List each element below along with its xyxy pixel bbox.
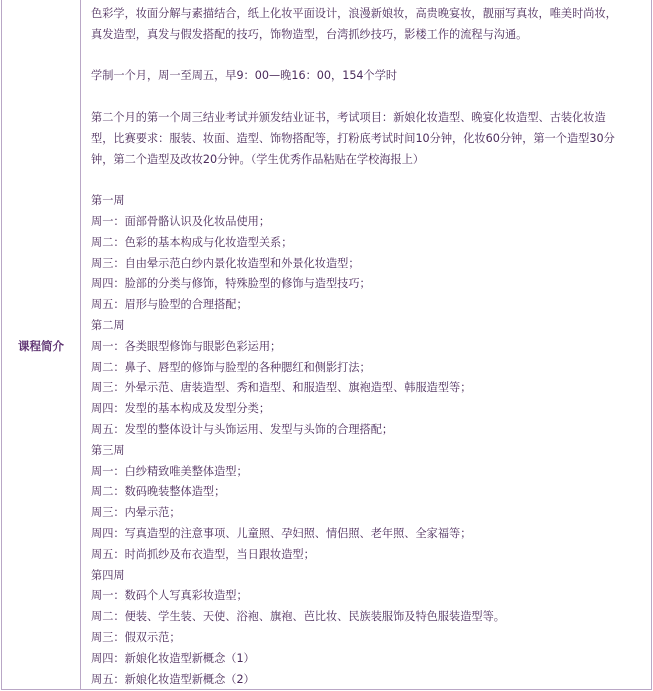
day-item: 周三：外晕示范、唐装造型、秀和造型、和服造型、旗袍造型、韩服造型等； bbox=[91, 381, 472, 395]
day-item: 周三：内晕示范； bbox=[91, 506, 181, 520]
exam-line-1: 第二个月的第一个周三结业考试并颁发结业证书，考试项目：新娘化妆造型、晚宴化妆造型、古装化妆造 bbox=[91, 110, 606, 124]
day-item: 周四：脸部的分类与修饰，特殊脸型的修饰与造型技巧； bbox=[91, 277, 371, 291]
week-title: 第三周 bbox=[91, 443, 125, 457]
day-item: 周二：色彩的基本构成与化妆造型关系； bbox=[91, 235, 293, 249]
week-title: 第四周 bbox=[91, 568, 125, 582]
day-item: 周五：时尚抓纱及布衣造型，当日跟妆造型； bbox=[91, 547, 315, 561]
week-title: 第一周 bbox=[91, 194, 125, 208]
intro-line-1: 色彩学，妆面分解与素描结合，纸上化妆平面设计，浪漫新娘妆，高贵晚宴妆，靓丽写真妆，唯美时尚妆， bbox=[91, 7, 617, 20]
day-item: 周二：便装、学生装、天使、浴袍、旗袍、芭比妆、民族装服饰及特色服装造型等。 bbox=[91, 610, 505, 624]
day-item: 周一：各类眼型修饰与眼影色彩运用； bbox=[91, 339, 282, 353]
day-item: 周五：眉形与脸型的合理搭配； bbox=[91, 298, 248, 312]
day-item: 周一：白纱精致唯美整体造型； bbox=[91, 464, 248, 478]
week-title: 第二周 bbox=[91, 318, 125, 332]
label-cell bbox=[2, 0, 81, 689]
day-item: 周三：假双示范； bbox=[91, 630, 181, 644]
intro-line-2: 真发造型，真发与假发搭配的技巧，饰物造型，台湾抓纱技巧，影楼工作的流程与沟通。 bbox=[91, 27, 528, 41]
day-item: 周一：数码个人写真彩妆造型； bbox=[91, 589, 248, 603]
day-item: 周四：发型的基本构成及发型分类； bbox=[91, 402, 271, 416]
schedule-line: 学制一个月，周一至周五，早9：00—晚16：00，154个学时 bbox=[91, 69, 398, 83]
day-item: 周五：发型的整体设计与头饰运用、发型与头饰的合理搭配； bbox=[91, 422, 394, 436]
day-item: 周一：面部骨骼认识及化妆品使用； bbox=[91, 214, 271, 228]
course-content bbox=[91, 4, 646, 690]
day-item: 周四：写真造型的注意事项、儿童照、孕妇照、情侣照、老年照、全家福等； bbox=[91, 526, 472, 540]
exam-line-3: 钟，第二个造型及改妆20分钟。（学生优秀作品粘贴在学校海报上） bbox=[91, 152, 425, 166]
day-item: 周三：自由晕示范白纱内景化妆造型和外景化妆造型； bbox=[91, 256, 360, 270]
day-item: 周四：新娘化妆造型新概念（1） bbox=[91, 651, 255, 665]
day-item: 周五：新娘化妆造型新概念（2） bbox=[91, 672, 255, 686]
exam-line-2: 型，比赛要求：服装、妆面、造型、饰物搭配等，打粉底考试时间10分钟，化妆60分钟，第一个造型30分 bbox=[91, 131, 615, 145]
day-item: 周二：数码晚装整体造型； bbox=[91, 485, 226, 499]
course-table bbox=[1, 0, 652, 690]
section-label: 课程简介 bbox=[18, 339, 64, 353]
day-item: 周二：鼻子、唇型的修饰与脸型的各种腮红和侧影打法； bbox=[91, 360, 371, 374]
